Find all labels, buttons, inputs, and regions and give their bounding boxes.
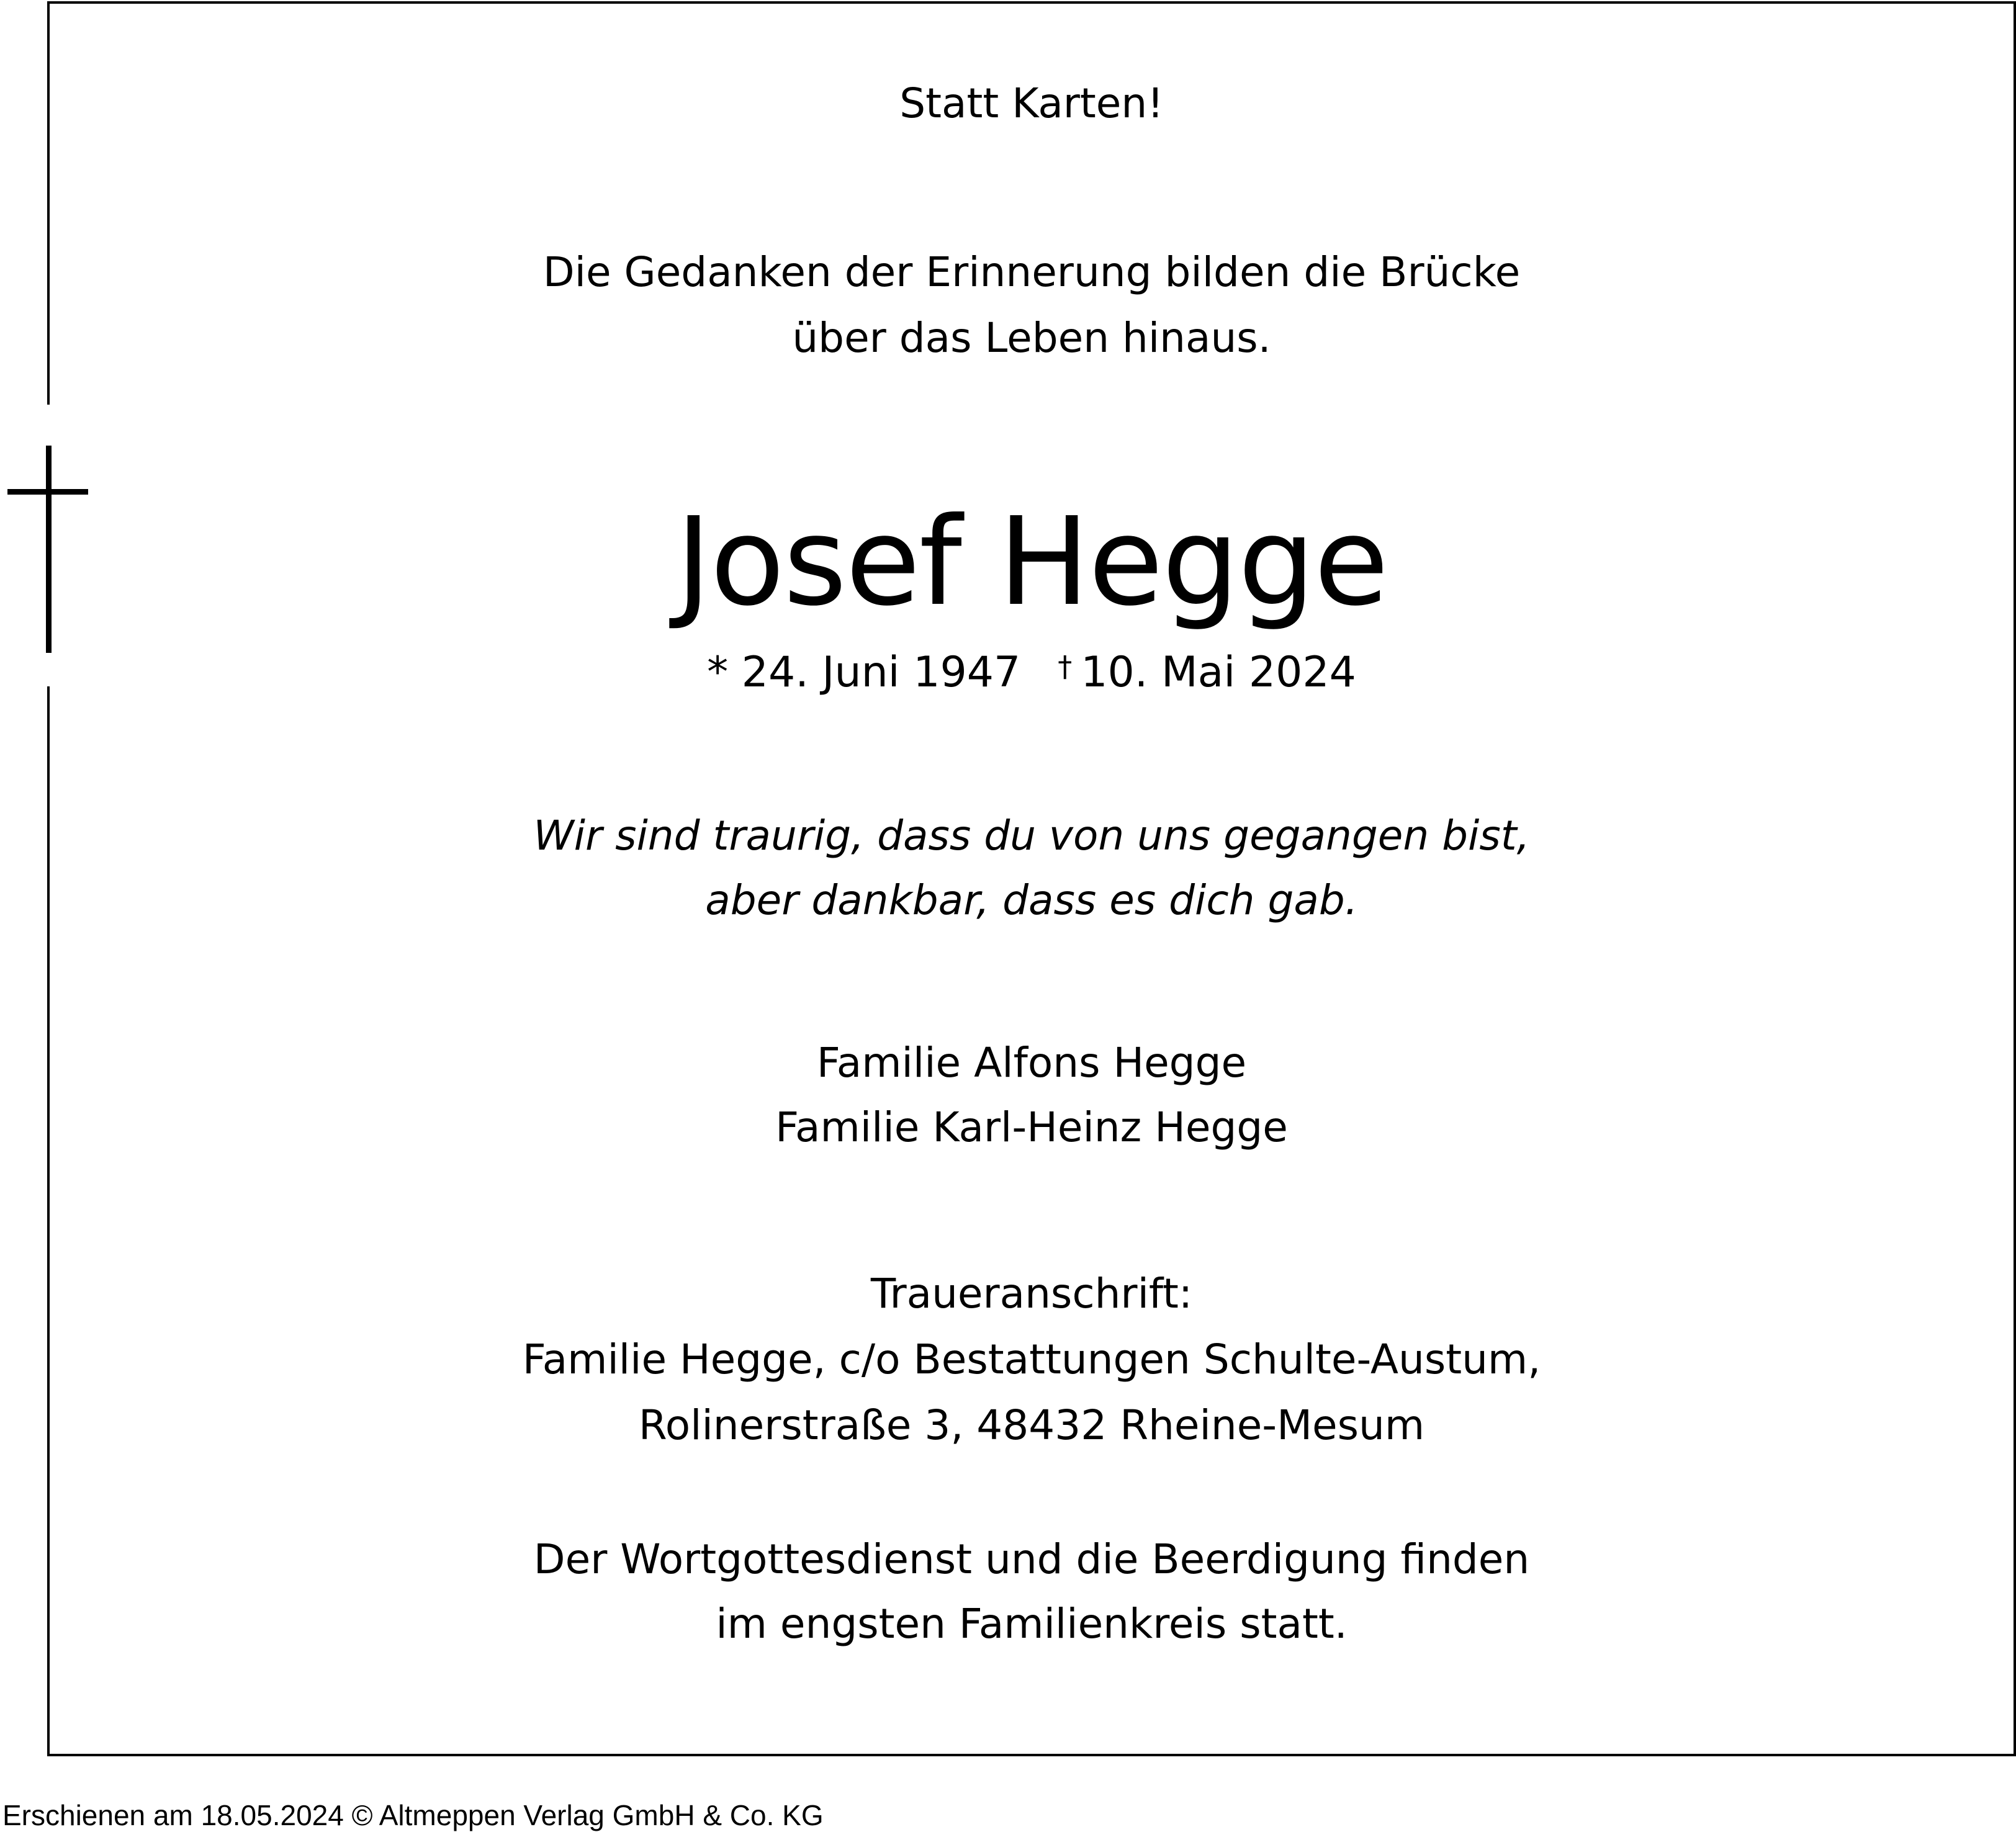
family-line-1: Familie Alfons Hegge bbox=[816, 1039, 1247, 1087]
quote-line-2: über das Leben hinaus. bbox=[792, 314, 1271, 362]
death-cross-icon: † bbox=[1058, 650, 1073, 683]
verse-line-1: Wir sind traurig, dass du von uns gegangen bist, bbox=[533, 812, 1530, 860]
publication-footer: Erschienen am 18.05.2024 © Altmeppen Verlag GmbH & Co. KG bbox=[2, 1799, 824, 1831]
death-date: 10. Mai 2024 bbox=[1081, 648, 1356, 697]
closing-line-2: im engsten Familienkreis statt. bbox=[716, 1600, 1348, 1648]
closing-line-1: Der Wortgottesdienst und die Beerdigung finden bbox=[533, 1535, 1530, 1583]
family-line-2: Familie Karl-Heinz Hegge bbox=[775, 1103, 1288, 1151]
address-line-2: Rolinerstraße 3, 48432 Rheine-Mesum bbox=[638, 1401, 1425, 1449]
frame-right-border bbox=[2014, 1, 2016, 1756]
life-dates bbox=[50, 648, 2014, 697]
header-text: Statt Karten! bbox=[899, 79, 1164, 127]
deceased-name: Josef Hegge bbox=[675, 492, 1388, 633]
verse-line-2: aber dankbar, dass es dich gab. bbox=[705, 876, 1358, 924]
address-line-1: Familie Hegge, c/o Bestattungen Schulte-Austum, bbox=[522, 1336, 1541, 1383]
birth-date: * 24. Juni 1947 bbox=[707, 648, 1021, 697]
address-label: Traueranschrift: bbox=[870, 1270, 1193, 1318]
obituary-notice bbox=[50, 0, 2014, 1754]
frame-bottom-border bbox=[47, 1754, 2016, 1756]
quote-line-1: Die Gedanken der Erinnerung bilden die Brücke bbox=[542, 248, 1521, 296]
